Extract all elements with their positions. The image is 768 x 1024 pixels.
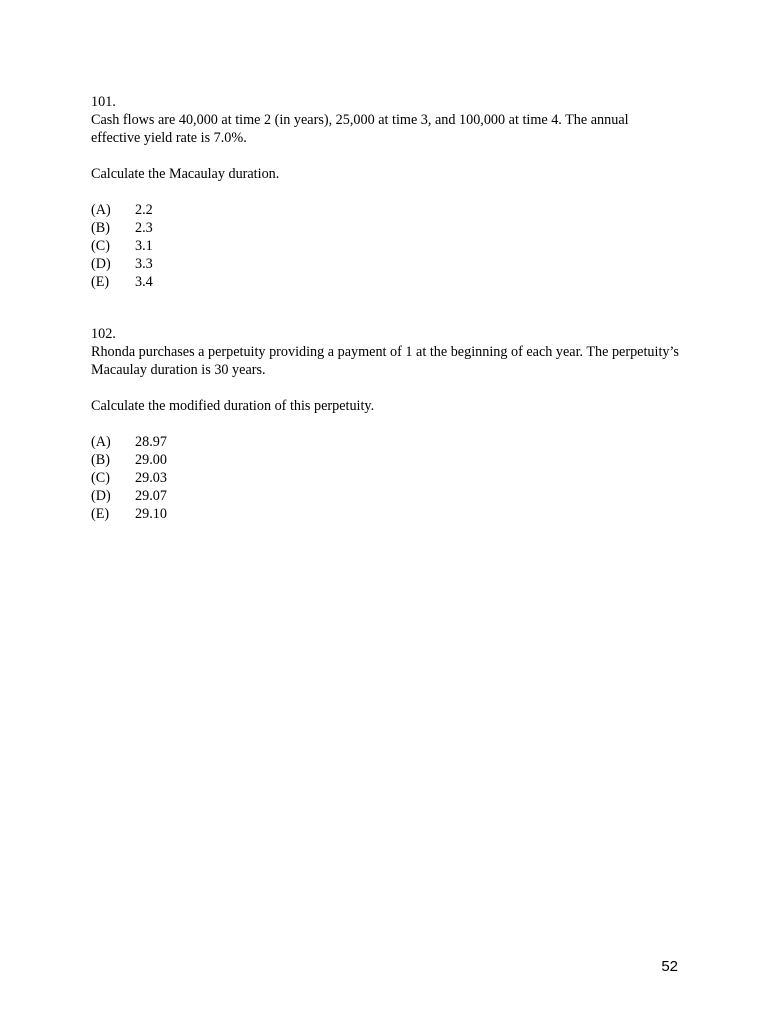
question-text: Rhonda purchases a perpetuity providing a payment of 1 at the beginning of each year. The perpetuity’s Macaulay duration is 30 years. bbox=[91, 344, 679, 378]
question-prompt: Calculate the modified duration of this perpetuity. bbox=[91, 398, 375, 414]
answer-choice-c bbox=[91, 469, 681, 487]
answer-choice-e bbox=[91, 505, 681, 523]
question-101 bbox=[91, 93, 681, 291]
choice-letter: (A) bbox=[91, 202, 111, 218]
question-102 bbox=[91, 325, 681, 523]
answer-choice-a bbox=[91, 433, 681, 451]
choice-letter: (E) bbox=[91, 506, 110, 522]
choice-letter: (D) bbox=[91, 488, 111, 504]
choice-value: 2.3 bbox=[135, 220, 153, 236]
answer-choice-b bbox=[91, 451, 681, 469]
answer-choice-d bbox=[91, 255, 681, 273]
answer-choice-c bbox=[91, 237, 681, 255]
choice-letter: (C) bbox=[91, 238, 110, 254]
choice-value: 3.4 bbox=[135, 274, 153, 290]
choice-letter: (D) bbox=[91, 256, 111, 272]
question-prompt: Calculate the Macaulay duration. bbox=[91, 166, 280, 182]
choice-letter: (E) bbox=[91, 274, 110, 290]
choice-value: 28.97 bbox=[135, 434, 167, 450]
choice-value: 29.00 bbox=[135, 452, 167, 468]
answer-choices bbox=[91, 433, 681, 523]
choice-letter: (B) bbox=[91, 220, 110, 236]
question-number: 101. bbox=[91, 94, 116, 110]
answer-choice-b bbox=[91, 219, 681, 237]
question-text: Cash flows are 40,000 at time 2 (in years), 25,000 at time 3, and 100,000 at time 4. The annual effective yield rate is 7.0%. bbox=[91, 112, 629, 146]
answer-choices bbox=[91, 201, 681, 291]
answer-choice-a bbox=[91, 201, 681, 219]
choice-value: 3.1 bbox=[135, 238, 153, 254]
choice-value: 29.03 bbox=[135, 470, 167, 486]
choice-letter: (C) bbox=[91, 470, 110, 486]
choice-letter: (B) bbox=[91, 452, 110, 468]
answer-choice-e bbox=[91, 273, 681, 291]
choice-value: 2.2 bbox=[135, 202, 153, 218]
choice-letter: (A) bbox=[91, 434, 111, 450]
question-number: 102. bbox=[91, 326, 116, 342]
choice-value: 29.10 bbox=[135, 506, 167, 522]
page-number: 52 bbox=[661, 958, 678, 975]
answer-choice-d bbox=[91, 487, 681, 505]
choice-value: 3.3 bbox=[135, 256, 153, 272]
choice-value: 29.07 bbox=[135, 488, 167, 504]
